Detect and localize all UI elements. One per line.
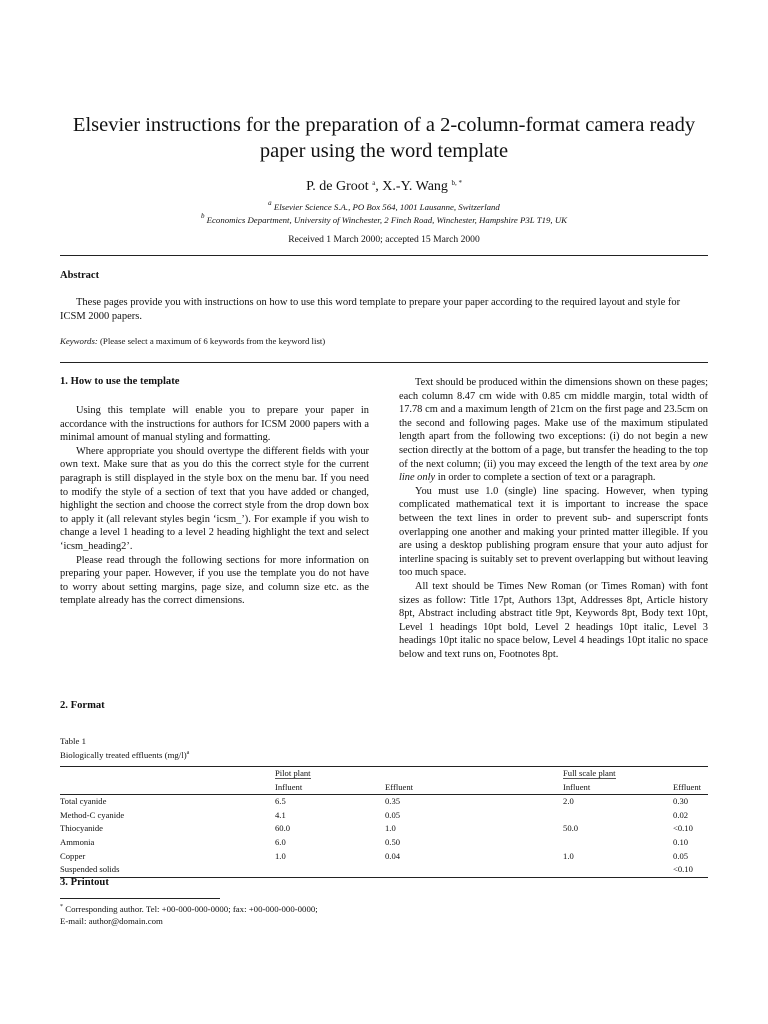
article-history: Received 1 March 2000; accepted 15 March 2000 — [288, 234, 480, 245]
table-row: Suspended solids <0.10 — [60, 863, 708, 877]
data-table — [60, 766, 708, 878]
author-name: P. de Groot — [306, 179, 369, 194]
author-name: X.-Y. Wang — [382, 179, 448, 194]
abstract-text: These pages provide you with instructions on how to use this word template to prepare your paper according to the required layout and style for ICSM 2000 papers. — [60, 297, 681, 322]
author-affil-marker: a — [372, 179, 376, 187]
right-column-text — [399, 376, 708, 661]
body-paragraph: Please read through the following sections for more information on preparing your paper. However, if you use the template you do not have to worry about setting margins, page size, and column size etc. as the template already has the correct dimensions. — [60, 554, 369, 607]
affiliation: $^b$ Economics Department, University of Winchester, 2 Finch Road, Winchester, Hampshire P3L T19, UK — [200, 212, 568, 225]
keywords — [60, 336, 325, 347]
table-caption: Biologically treated effluents $(mg/l)^a$ — [60, 750, 190, 760]
body-paragraph: Text should be produced within the dimensions shown on these pages; each column 8.47 cm wide with 0.85 cm middle margin, total width of 17.78 cm and a maximum length of 21cm on the first page and 23.5cm on the second and following pages. Make use of the maximum stipulated length apart from the following two exceptions: (i) do not begin a new section directly at the bottom of a page, but transfer the heading to the top of the next column; (ii) you may exceed the length of the text area by one line only in order to complete a section of text or a paragraph. — [399, 377, 708, 484]
footnote: * Corresponding author. Tel: +00-000-000-0000; fax: +00-000-000-0000; E-mail: author@domain.com — [60, 904, 318, 926]
abstract-heading: Abstract — [60, 270, 100, 281]
column-header: Effluent — [385, 781, 414, 792]
header-rule — [60, 255, 708, 256]
table-subheader-row — [60, 781, 708, 795]
body-paragraph: You must use 1.0 (single) line spacing. However, when typing complicated mathematical text it is important to increase the space between the text lines in order to prevent sub- and superscript fonts overlapping one another and making your printed matter illegible. If you are using a desktop publishing program ensure that your auto adjust for interline spacing is suitably set to prevent overlapping but without leaving too much space. — [399, 485, 708, 579]
group-header: Full scale plant — [563, 768, 616, 778]
column-header: Influent — [275, 781, 303, 792]
section-3-heading: 3. Printout — [60, 877, 109, 888]
table-row: Copper 1.0 0.04 1.0 0.05 — [60, 850, 689, 861]
author-line: P. de Groot $^a$, X.-Y. Wang $^{b, *}$ — [306, 179, 462, 194]
body-paragraph: Using this template will enable you to prepare your paper in accordance with the instructions for authors for ICSM 2000 papers with a minimal amount of manual styling and formatting. — [60, 405, 369, 444]
table-label: Table 1 — [60, 736, 87, 746]
abstract-rule — [60, 362, 708, 363]
group-header: Pilot plant — [275, 768, 311, 778]
table-row: Method-C cyanide 4.1 0.05 0.02 — [60, 809, 689, 820]
footnote-contact: Corresponding author. Tel: +00-000-000-0000; fax: +00-000-000-0000; — [65, 904, 318, 914]
body-paragraph: Where appropriate you should overtype the different fields with your own text. Make sure that as you do this the correct style for the current paragraph is still displayed in the style box on the menu bar. If you need to modify the style of a section of text that you have added or changed, highlight the section and choose the correct style from the drop down box to apply it (all relevant styles begin ‘icsm_’). For example if you wish to change a level 1 heading to a level 2 heading highlight the text and select ‘icsm_heading2’. — [60, 445, 369, 552]
column-header: Influent — [563, 781, 591, 792]
table-row: Thiocyanide 60.0 1.0 50.0 <0.10 — [60, 823, 693, 834]
footnote-rule — [60, 898, 220, 899]
footnote-email: E-mail: author@domain.com — [60, 915, 163, 926]
table-group-header-row — [60, 767, 708, 781]
keywords-text: (Please select a maximum of 6 keywords from the keyword list) — [100, 336, 326, 346]
keywords-label: Keywords: — [60, 336, 98, 346]
body-paragraph: All text should be Times New Roman (or Times Roman) with font sizes as follow: Title 17pt, Authors 13pt, Addresses 8pt, Article history 8pt, Abstract including abstract title 9pt, Keywords 8pt, Body text 10pt, Level 1 headings 10pt bold, Level 2 headings 10pt italic, Level 3 headings 10pt italic no space below, Level 4 headings 10pt italic no space below and text runs on, Footnotes 8pt. — [399, 580, 708, 660]
left-column-text — [60, 404, 369, 608]
affiliation: $^a$ Elsevier Science S.A., PO Box 564, 1001 Lausanne, Switzerland — [268, 199, 500, 212]
section-1-heading: 1. How to use the template — [60, 376, 180, 387]
author-affil-marker: b, * — [451, 179, 462, 187]
paper-title: Elsevier instructions for the preparation of a 2-column-format camera ready paper using the word template — [72, 114, 696, 162]
section-2-heading: 2. Format — [60, 700, 105, 711]
table-row: Ammonia 6.0 0.50 0.10 — [60, 836, 689, 847]
table-row: Total cyanide 6.5 0.35 2.0 0.30 — [60, 796, 689, 807]
column-header: Effluent — [673, 781, 702, 792]
